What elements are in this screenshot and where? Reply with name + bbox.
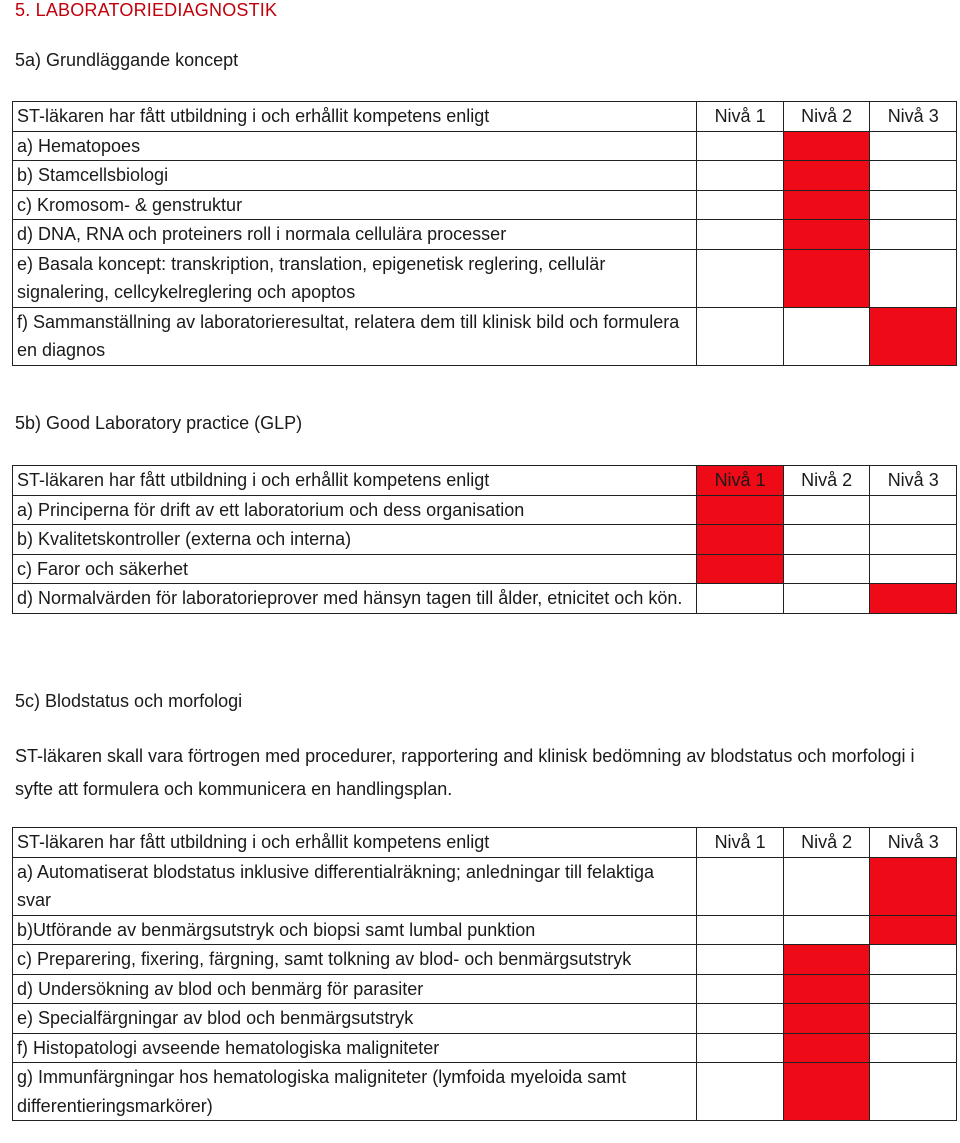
level-3-cell: [870, 525, 957, 555]
level-1-cell: [697, 974, 784, 1004]
level-3-cell: [870, 974, 957, 1004]
section-title: 5. LABORATORIEDIAGNOSTIK: [15, 0, 278, 20]
row-label: d) Normalvärden för laboratorieprover med hänsyn tagen till ålder, etnicitet och kön.: [13, 584, 697, 614]
level-2-cell-marked: [783, 1063, 870, 1121]
block-title-5b: 5b) Good Laboratory practice (GLP): [15, 413, 303, 433]
level-3-cell: [870, 495, 957, 525]
row-label: e) Specialfärgningar av blod och benmärgsutstryk: [13, 1004, 697, 1034]
level-3-cell: [870, 131, 957, 161]
level-3-cell: [870, 945, 957, 975]
header-level-3: Nivå 3: [870, 466, 957, 496]
table-header-row: [13, 466, 957, 496]
table-header-row: [13, 102, 957, 132]
table-row: [13, 1004, 957, 1034]
level-1-cell: [697, 857, 784, 915]
table-row: [13, 307, 957, 365]
row-label: g) Immunfärgningar hos hematologiska maligniteter (lymfoida myeloida samt differentieringsmarkörer): [13, 1063, 697, 1121]
block-title-5c: 5c) Blodstatus och morfologi: [15, 691, 243, 711]
header-level-2: Nivå 2: [783, 102, 870, 132]
row-label: a) Hematopoes: [13, 131, 697, 161]
level-3-cell-marked: [870, 584, 957, 614]
level-1-cell-marked: [697, 554, 784, 584]
row-label: b)Utförande av benmärgsutstryk och biopsi samt lumbal punktion: [13, 915, 697, 945]
row-label: f) Sammanställning av laboratorieresultat, relatera dem till klinisk bild och formulera en diagnos: [13, 307, 697, 365]
row-label: a) Automatiserat blodstatus inklusive differentialräkning; anledningar till felaktiga svar: [13, 857, 697, 915]
table-header-row: [13, 828, 957, 858]
level-2-cell: [783, 525, 870, 555]
row-label: d) DNA, RNA och proteiners roll i normala cellulära processer: [13, 220, 697, 250]
level-2-cell: [783, 495, 870, 525]
row-label: b) Stamcellsbiologi: [13, 161, 697, 191]
row-label: b) Kvalitetskontroller (externa och interna): [13, 525, 697, 555]
row-label: e) Basala koncept: transkription, translation, epigenetisk reglering, cellulär signalering, cellcykelreglering och apoptos: [13, 249, 697, 307]
level-3-cell-marked: [870, 307, 957, 365]
header-level-1: Nivå 1: [697, 828, 784, 858]
level-2-cell: [783, 857, 870, 915]
competence-table-5a: [12, 101, 957, 366]
header-level-1: Nivå 1: [697, 102, 784, 132]
level-3-cell: [870, 220, 957, 250]
level-1-cell: [697, 307, 784, 365]
level-1-cell: [697, 1004, 784, 1034]
level-3-cell: [870, 249, 957, 307]
level-3-cell: [870, 161, 957, 191]
level-1-cell: [697, 1033, 784, 1063]
level-1-cell: [697, 249, 784, 307]
table-row: [13, 525, 957, 555]
competence-table-5c: [12, 827, 957, 1121]
row-label: f) Histopatologi avseende hematologiska maligniteter: [13, 1033, 697, 1063]
row-label: c) Preparering, fixering, färgning, samt tolkning av blod- och benmärgsutstryk: [13, 945, 697, 975]
table-row: [13, 945, 957, 975]
block-intro-5c: ST-läkaren skall vara förtrogen med procedurer, rapportering and klinisk bedömning av blodstatus och morfologi i syfte att formulera och kommunicera en handlingsplan.: [15, 746, 915, 799]
level-3-cell-marked: [870, 857, 957, 915]
level-3-cell: [870, 190, 957, 220]
level-2-cell-marked: [783, 131, 870, 161]
level-2-cell-marked: [783, 974, 870, 1004]
table-row: [13, 220, 957, 250]
level-1-cell-marked: [697, 495, 784, 525]
table-row: [13, 554, 957, 584]
header-label: ST-läkaren har fått utbildning i och erhållit kompetens enligt: [13, 466, 697, 496]
level-2-cell: [783, 584, 870, 614]
level-2-cell-marked: [783, 220, 870, 250]
level-3-cell: [870, 1004, 957, 1034]
table-row: [13, 1063, 957, 1121]
level-2-cell: [783, 915, 870, 945]
level-3-cell-marked: [870, 915, 957, 945]
competence-table-5b: [12, 465, 957, 614]
table-row: [13, 584, 957, 614]
level-1-cell: [697, 584, 784, 614]
level-2-cell-marked: [783, 1033, 870, 1063]
level-1-cell: [697, 190, 784, 220]
row-label: d) Undersökning av blod och benmärg för parasiter: [13, 974, 697, 1004]
level-3-cell: [870, 1033, 957, 1063]
table-row: [13, 915, 957, 945]
table-row: [13, 249, 957, 307]
level-2-cell-marked: [783, 249, 870, 307]
table-row: [13, 1033, 957, 1063]
table-row: [13, 190, 957, 220]
level-2-cell-marked: [783, 190, 870, 220]
header-level-2: Nivå 2: [783, 828, 870, 858]
header-level-3: Nivå 3: [870, 828, 957, 858]
table-row: [13, 495, 957, 525]
level-1-cell: [697, 915, 784, 945]
table-row: [13, 131, 957, 161]
header-level-3: Nivå 3: [870, 102, 957, 132]
level-2-cell-marked: [783, 161, 870, 191]
header-label: ST-läkaren har fått utbildning i och erhållit kompetens enligt: [13, 102, 697, 132]
block-title-5a: 5a) Grundläggande koncept: [15, 50, 239, 70]
level-2-cell: [783, 554, 870, 584]
row-label: a) Principerna för drift av ett laboratorium och dess organisation: [13, 495, 697, 525]
level-3-cell: [870, 1063, 957, 1121]
level-1-cell: [697, 1063, 784, 1121]
table-row: [13, 974, 957, 1004]
table-row: [13, 161, 957, 191]
header-label: ST-läkaren har fått utbildning i och erhållit kompetens enligt: [13, 828, 697, 858]
level-1-cell-marked: [697, 525, 784, 555]
table-row: [13, 857, 957, 915]
row-label: c) Faror och säkerhet: [13, 554, 697, 584]
level-1-cell: [697, 945, 784, 975]
level-1-cell: [697, 131, 784, 161]
header-level-2: Nivå 2: [783, 466, 870, 496]
level-2-cell-marked: [783, 1004, 870, 1034]
header-level-1-marked: Nivå 1: [697, 466, 784, 496]
level-2-cell-marked: [783, 945, 870, 975]
level-2-cell: [783, 307, 870, 365]
level-1-cell: [697, 220, 784, 250]
row-label: c) Kromosom- & genstruktur: [13, 190, 697, 220]
level-1-cell: [697, 161, 784, 191]
level-3-cell: [870, 554, 957, 584]
